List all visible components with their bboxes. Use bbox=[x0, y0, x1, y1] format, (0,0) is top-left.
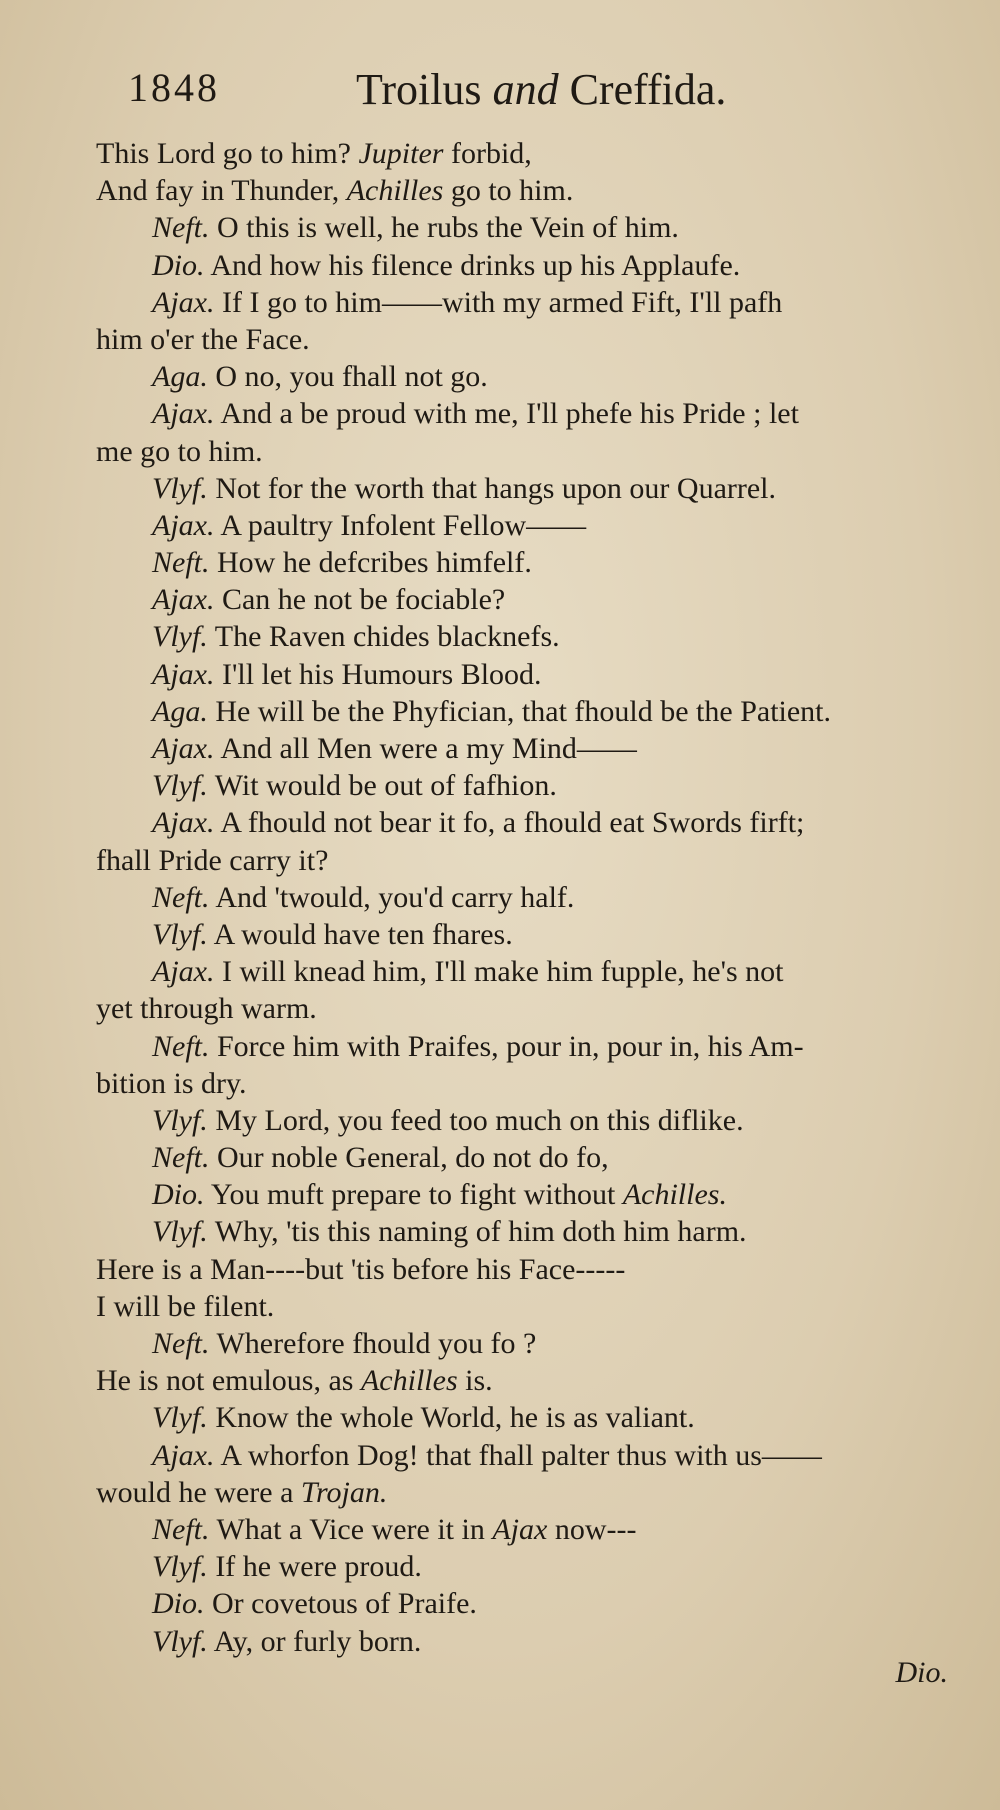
line-text: He is not emulous, as bbox=[96, 1364, 361, 1398]
text-line bbox=[96, 1176, 976, 1213]
italic-text: Ajax bbox=[492, 1512, 548, 1546]
text-line bbox=[96, 433, 976, 470]
text-line bbox=[96, 395, 976, 432]
speaker-name: Neft. bbox=[152, 211, 210, 245]
text-line bbox=[96, 1139, 976, 1176]
text-line bbox=[96, 693, 976, 730]
title-and: and bbox=[492, 65, 559, 114]
speaker-name: Neft. bbox=[152, 1512, 210, 1546]
line-text-end: go to him. bbox=[443, 174, 574, 208]
speaker-name: Ajax. bbox=[152, 806, 215, 840]
speaker-name: Vlyf. bbox=[152, 1624, 208, 1658]
running-header bbox=[116, 58, 976, 128]
title-part1: Troilus bbox=[356, 65, 493, 114]
speaker-name: Ajax. bbox=[152, 285, 215, 319]
line-text: Not for the worth that hangs upon our Quarrel. bbox=[207, 471, 777, 505]
text-line bbox=[96, 544, 976, 581]
speaker-name: Dio. bbox=[152, 1178, 205, 1212]
line-text: What a Vice were it in bbox=[209, 1512, 493, 1546]
line-text: You muft prepare to fight without bbox=[204, 1178, 623, 1212]
speaker-name: Dio. bbox=[152, 248, 205, 282]
line-text: O this is well, he rubs the Vein of him. bbox=[209, 211, 679, 245]
text-line bbox=[96, 1362, 976, 1399]
speaker-name: Dio. bbox=[152, 1587, 205, 1621]
line-text-end: now--- bbox=[547, 1512, 637, 1546]
title-part2: Creffida. bbox=[558, 65, 727, 114]
line-text: Know the whole World, he is as valiant. bbox=[207, 1401, 695, 1435]
line-text: And a be proud with me, I'll phefe his Pride ; let bbox=[214, 397, 799, 431]
line-text: I will knead him, I'll make him fupple, he's not bbox=[214, 955, 784, 989]
line-text: him o'er the Face. bbox=[96, 322, 310, 356]
line-text: yet through warm. bbox=[96, 992, 317, 1026]
line-text: And fay in Thunder, bbox=[96, 174, 347, 208]
speaker-name: Neft. bbox=[152, 1141, 210, 1175]
text-line bbox=[96, 1325, 976, 1362]
text-line bbox=[96, 1437, 976, 1474]
text-line bbox=[96, 842, 976, 879]
line-text: Wit would be out of fafhion. bbox=[207, 769, 557, 803]
speaker-name: Ajax. bbox=[152, 1438, 215, 1472]
catchword: Dio. bbox=[895, 1656, 948, 1689]
speaker-name: Neft. bbox=[152, 1029, 210, 1063]
text-line bbox=[96, 1399, 976, 1436]
text-line bbox=[96, 1511, 976, 1548]
line-text: Or covetous of Praife. bbox=[204, 1587, 477, 1621]
text-line bbox=[96, 209, 976, 246]
line-text: Here is a Man----but 'tis before his Face----- bbox=[96, 1252, 626, 1286]
line-text: The Raven chides blacknefs. bbox=[207, 620, 560, 654]
speaker-name: Ajax. bbox=[152, 508, 215, 542]
speaker-name: Neft. bbox=[152, 546, 210, 580]
line-text: If he were proud. bbox=[207, 1550, 422, 1584]
text-line bbox=[96, 1213, 976, 1250]
line-text: If I go to him——with my armed Fift, I'll pafh bbox=[214, 285, 783, 319]
italic-text: Jupiter bbox=[358, 137, 444, 170]
speaker-name: Neft. bbox=[152, 1327, 210, 1360]
text-line bbox=[96, 1474, 976, 1511]
text-line bbox=[96, 618, 976, 655]
speaker-name: Aga. bbox=[152, 360, 208, 394]
text-line bbox=[96, 953, 976, 990]
speaker-name: Ajax. bbox=[152, 397, 215, 431]
line-text: He will be the Phyfician, that fhould be the Patient. bbox=[207, 694, 832, 728]
line-text: bition is dry. bbox=[96, 1066, 247, 1100]
text-body bbox=[96, 135, 976, 1660]
line-text: Our noble General, do not do fo, bbox=[209, 1141, 609, 1175]
italic-text: Achilles bbox=[346, 174, 444, 208]
text-line bbox=[96, 990, 976, 1027]
line-text: I'll let his Humours Blood. bbox=[214, 657, 542, 691]
text-line bbox=[96, 284, 976, 321]
text-line bbox=[96, 1548, 976, 1585]
line-text: And 'twould, you'd carry half. bbox=[209, 880, 575, 914]
italic-text: Achilles bbox=[360, 1364, 458, 1398]
text-line bbox=[96, 247, 976, 284]
text-line bbox=[96, 135, 976, 172]
text-line bbox=[96, 1623, 976, 1660]
line-text: Force him with Praifes, pour in, pour in, his Am- bbox=[209, 1029, 804, 1063]
speaker-name: Ajax. bbox=[152, 657, 215, 691]
running-title bbox=[356, 64, 726, 115]
italic-text: Achilles. bbox=[622, 1178, 727, 1212]
speaker-name: Ajax. bbox=[152, 583, 215, 617]
text-line bbox=[96, 767, 976, 804]
speaker-name: Ajax. bbox=[152, 955, 215, 989]
text-line bbox=[96, 358, 976, 395]
line-text: A would have ten fhares. bbox=[207, 917, 513, 951]
line-text: would he were a bbox=[96, 1475, 301, 1509]
line-text-end: is. bbox=[457, 1364, 493, 1398]
line-text: How he defcribes himfelf. bbox=[209, 546, 532, 580]
text-line bbox=[96, 1251, 976, 1288]
text-line bbox=[96, 1585, 976, 1622]
text-line bbox=[96, 507, 976, 544]
italic-text: Trojan. bbox=[300, 1475, 388, 1509]
line-text: Ay, or furly born. bbox=[207, 1624, 422, 1658]
line-text: A whorfon Dog! that fhall palter thus with us—— bbox=[214, 1438, 822, 1472]
speaker-name: Vlyf. bbox=[152, 769, 208, 803]
text-line bbox=[96, 1028, 976, 1065]
text-line bbox=[96, 321, 976, 358]
line-text: My Lord, you feed too much on this diflike. bbox=[207, 1103, 744, 1137]
line-text: fhall Pride carry it? bbox=[96, 843, 329, 877]
text-line bbox=[96, 656, 976, 693]
line-text: I will be filent. bbox=[96, 1289, 275, 1323]
line-text: Wherefore fhould you fo ? bbox=[209, 1327, 537, 1360]
speaker-name: Vlyf. bbox=[152, 917, 208, 951]
speaker-name: Vlyf. bbox=[152, 471, 208, 505]
line-text: Why, 'tis this naming of him doth him harm. bbox=[207, 1215, 747, 1249]
speaker-name: Ajax. bbox=[152, 732, 215, 765]
text-line bbox=[96, 804, 976, 841]
line-text: This Lord go to him? bbox=[96, 137, 359, 170]
text-line bbox=[96, 730, 976, 767]
speaker-name: Aga. bbox=[152, 694, 208, 728]
text-line bbox=[96, 1065, 976, 1102]
text-line bbox=[96, 470, 976, 507]
speaker-name: Vlyf. bbox=[152, 1401, 208, 1435]
page-number: 1848 bbox=[128, 65, 220, 110]
line-text: A fhould not bear it fo, a fhould eat Swords firft; bbox=[214, 806, 805, 840]
text-line bbox=[96, 581, 976, 618]
line-text: And all Men were a my Mind—— bbox=[214, 732, 637, 765]
line-text: O no, you fhall not go. bbox=[207, 360, 488, 394]
speaker-name: Vlyf. bbox=[152, 1550, 208, 1584]
text-line bbox=[96, 879, 976, 916]
speaker-name: Vlyf. bbox=[152, 1215, 208, 1249]
line-text: And how his filence drinks up his Applaufe. bbox=[204, 248, 741, 282]
text-line bbox=[96, 1288, 976, 1325]
speaker-name: Neft. bbox=[152, 880, 210, 914]
line-text-end: forbid, bbox=[443, 137, 532, 170]
text-line bbox=[96, 916, 976, 953]
text-line bbox=[96, 172, 976, 209]
speaker-name: Vlyf. bbox=[152, 1103, 208, 1137]
text-line bbox=[96, 1102, 976, 1139]
speaker-name: Vlyf. bbox=[152, 620, 208, 654]
line-text: Can he not be fociable? bbox=[214, 583, 506, 617]
line-text: me go to him. bbox=[96, 434, 263, 468]
line-text: A paultry Infolent Fellow—— bbox=[214, 508, 587, 542]
